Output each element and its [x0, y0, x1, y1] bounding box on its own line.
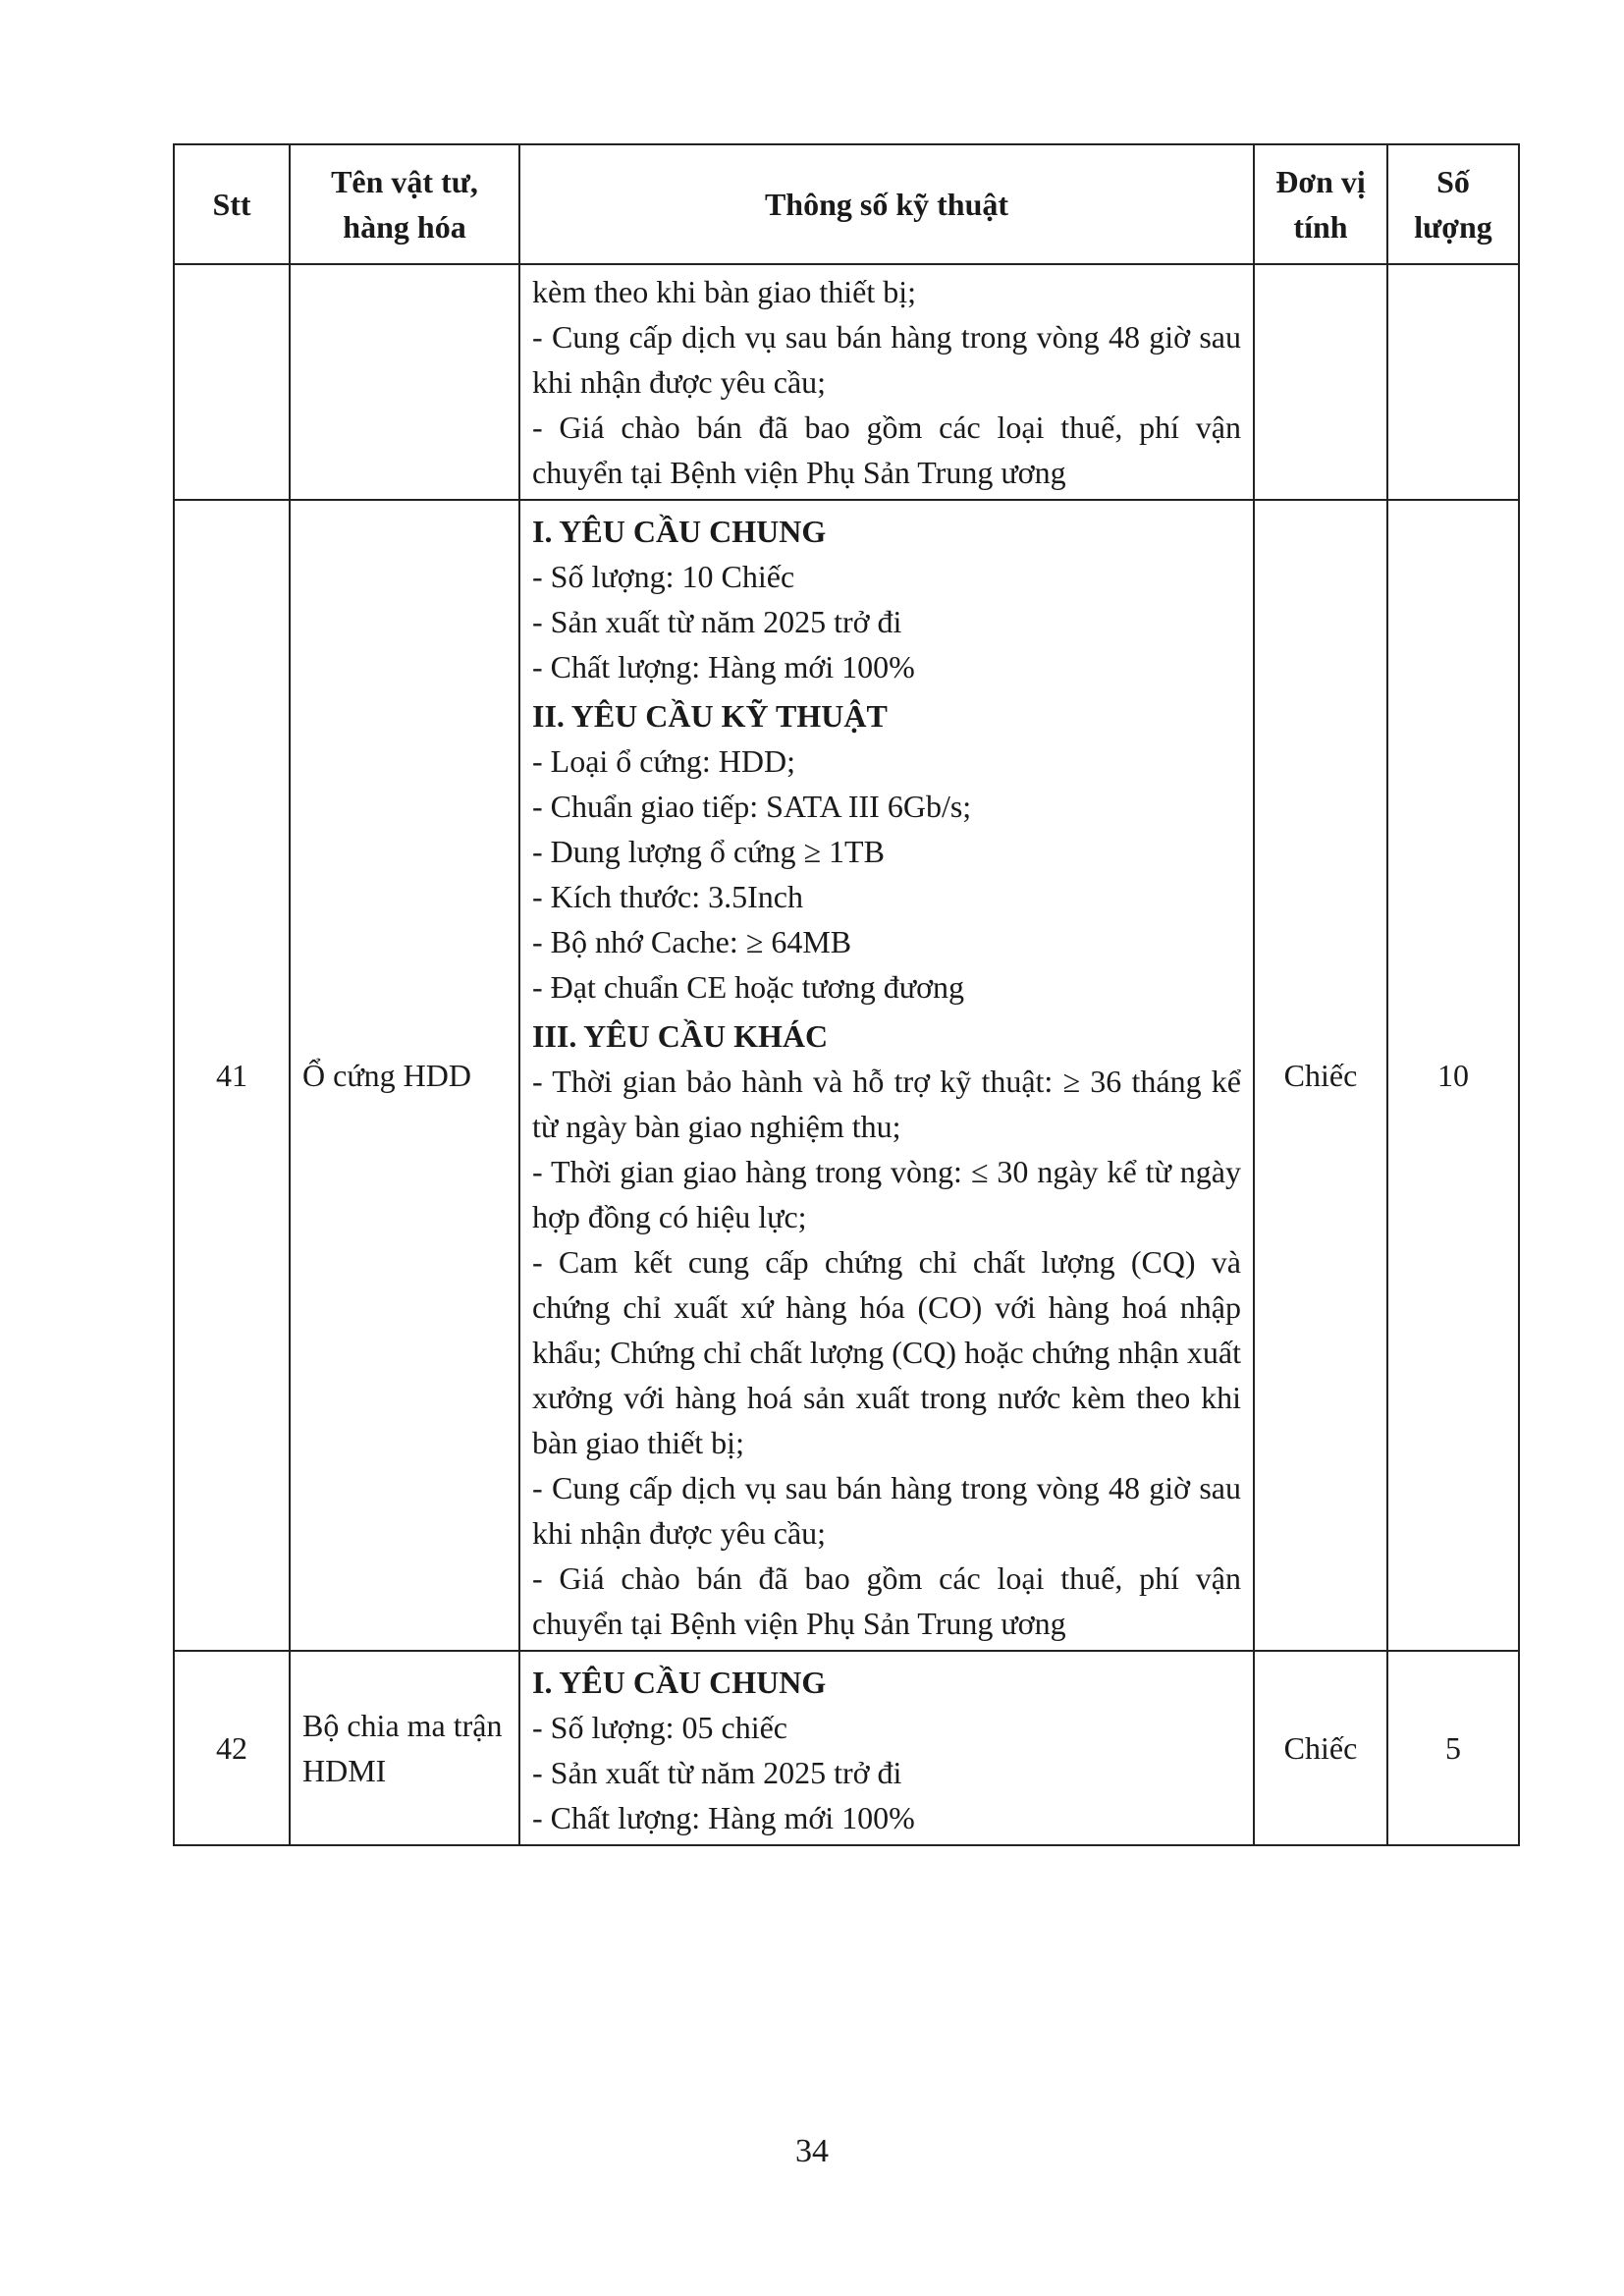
header-row — [174, 144, 1519, 264]
section-heading: I. YÊU CẦU CHUNG — [532, 514, 827, 549]
cell-name: Ổ cứng HDD — [290, 500, 519, 1651]
cell-quantity: 10 — [1387, 500, 1519, 1651]
spec-line: - Số lượng: 05 chiếc — [532, 1710, 787, 1745]
header-spec: Thông số kỹ thuật — [519, 144, 1254, 264]
cell-spec-continued — [519, 264, 1254, 500]
spec-line: - Thời gian bảo hành và hỗ trợ kỹ thuật: ≥ 36 tháng kể từ ngày bàn giao nghiệm thu; — [532, 1064, 1241, 1144]
header-name: Tên vật tư, hàng hóa — [290, 144, 519, 264]
cell-unit: Chiếc — [1254, 500, 1387, 1651]
table-row-42 — [174, 1651, 1519, 1845]
cell-unit: Chiếc — [1254, 1651, 1387, 1845]
spec-line: - Cung cấp dịch vụ sau bán hàng trong vòng 48 giờ sau khi nhận được yêu cầu; — [532, 319, 1241, 400]
spec-line: - Cung cấp dịch vụ sau bán hàng trong vòng 48 giờ sau khi nhận được yêu cầu; — [532, 1470, 1241, 1551]
cell-spec — [519, 1651, 1254, 1845]
spec-line: - Cam kết cung cấp chứng chỉ chất lượng (CQ) và chứng chỉ xuất xứ hàng hóa (CO) với hàng hoá nhập khẩu; Chứng chỉ chất lượng (CQ) hoặc chứng nhận xuất xưởng với hàng hoá sản xuất trong nước kèm theo khi bàn giao thiết bị; — [532, 1244, 1241, 1460]
section-heading: III. YÊU CẦU KHÁC — [532, 1018, 829, 1054]
spec-line: kèm theo khi bàn giao thiết bị; — [532, 274, 917, 309]
table-row-continued — [174, 264, 1519, 500]
specification-table — [173, 143, 1520, 1846]
spec-line: - Bộ nhớ Cache: ≥ 64MB — [532, 924, 852, 959]
section-heading: II. YÊU CẦU KỸ THUẬT — [532, 698, 888, 734]
cell-unit-empty — [1254, 264, 1387, 500]
spec-line: - Loại ổ cứng: HDD; — [532, 743, 795, 779]
header-quantity: Số lượng — [1387, 144, 1519, 264]
table-row-41 — [174, 500, 1519, 1651]
spec-line: - Thời gian giao hàng trong vòng: ≤ 30 ngày kể từ ngày hợp đồng có hiệu lực; — [532, 1154, 1241, 1234]
page-number: 34 — [795, 2133, 829, 2169]
spec-line: - Sản xuất từ năm 2025 trở đi — [532, 1755, 902, 1790]
spec-line: - Kích thước: 3.5Inch — [532, 879, 803, 914]
spec-line: - Số lượng: 10 Chiếc — [532, 559, 795, 594]
cell-stt: 42 — [174, 1651, 290, 1845]
spec-line: - Chất lượng: Hàng mới 100% — [532, 649, 915, 684]
header-unit: Đơn vị tính — [1254, 144, 1387, 264]
spec-line: - Chuẩn giao tiếp: SATA III 6Gb/s; — [532, 789, 972, 824]
spec-line: - Giá chào bán đã bao gồm các loại thuế, phí vận chuyển tại Bệnh viện Phụ Sản Trung ương — [532, 410, 1241, 490]
spec-line: - Đạt chuẩn CE hoặc tương đương — [532, 969, 964, 1005]
header-stt: Stt — [174, 144, 290, 264]
cell-name: Bộ chia ma trận HDMI — [290, 1651, 519, 1845]
spec-line: - Giá chào bán đã bao gồm các loại thuế, phí vận chuyển tại Bệnh viện Phụ Sản Trung ương — [532, 1560, 1241, 1641]
cell-stt-empty — [174, 264, 290, 500]
cell-name-empty — [290, 264, 519, 500]
cell-spec — [519, 500, 1254, 1651]
spec-line: - Dung lượng ổ cứng ≥ 1TB — [532, 834, 885, 869]
section-heading: I. YÊU CẦU CHUNG — [532, 1665, 827, 1700]
cell-quantity-empty — [1387, 264, 1519, 500]
spec-line: - Chất lượng: Hàng mới 100% — [532, 1800, 915, 1835]
cell-quantity: 5 — [1387, 1651, 1519, 1845]
cell-stt: 41 — [174, 500, 290, 1651]
spec-line: - Sản xuất từ năm 2025 trở đi — [532, 604, 902, 639]
